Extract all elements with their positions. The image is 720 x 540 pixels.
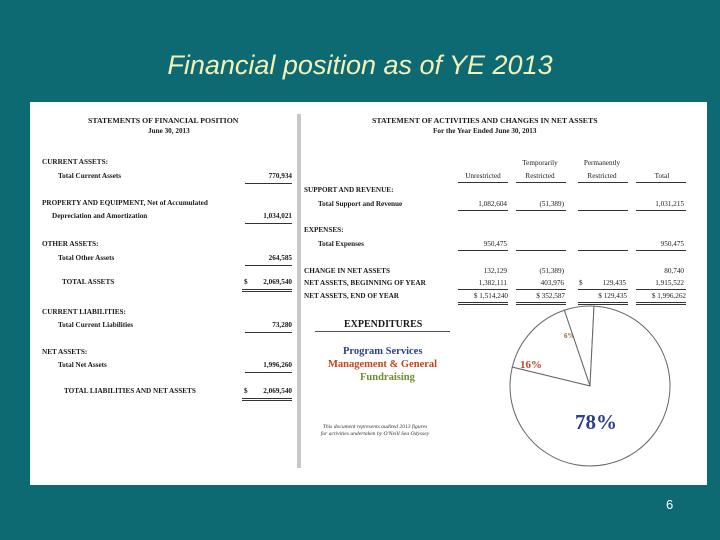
col-temp-top: Temporarily [522,159,558,167]
total-current-liabilities-label: Total Current Liabilities [58,321,134,329]
beginning-unrestricted: 1,382,111 [478,279,507,287]
total-other-assets-label: Total Other Assets [58,254,115,262]
total-liabilities-value: 2,069,540 [263,387,292,395]
end-total: $ 1,996,262 [651,292,686,300]
expenditures-pie-chart [500,302,680,475]
col-perm-top: Permanently [583,159,621,167]
expenses-unrestricted: 950,475 [483,240,507,248]
beginning-total: 1,915,522 [655,279,684,287]
beginning-label: NET ASSETS, BEGINNING OF YEAR [304,279,426,287]
page-number: 6 [666,497,674,512]
total-liabilities-label: TOTAL LIABILITIES AND NET ASSETS [64,387,196,395]
beginning-temp: 403,976 [540,279,564,287]
slide-title: Financial position as of YE 2013 [167,50,553,80]
end-temp: $ 352,587 [536,292,565,300]
position-title: STATEMENTS OF FINANCIAL POSITION [88,116,239,125]
expenditures-title: EXPENDITURES [344,319,423,330]
total-current-assets-value: 770,934 [268,172,292,180]
total-assets-currency: $ [244,278,248,286]
expenses-total: 950,475 [660,240,684,248]
change-temp: (51,389) [539,267,564,275]
end-perm: $ 129,435 [598,292,627,300]
expenses-label: EXPENSES: [304,226,344,234]
total-current-assets-label: Total Current Assets [58,172,122,180]
ppe-label: PROPERTY AND EQUIPMENT, Net of Accumulated [42,199,208,207]
support-total: 1,031,215 [655,200,684,208]
audit-note: This document represents audited 2013 figures for activities undertaken by O'Neill Sea Odyssey [320,424,430,437]
beginning-perm-currency: $ [579,279,583,287]
other-assets-label: OTHER ASSETS: [42,240,99,248]
pie-label-fundraising: 6% [564,332,575,340]
pie-label-program: 78% [575,410,617,434]
support-label: SUPPORT AND REVENUE: [304,186,394,194]
total-net-assets-value: 1,996,260 [263,361,292,369]
change-label: CHANGE IN NET ASSETS [304,267,390,275]
pie-label-management: 16% [520,359,542,371]
beginning-perm: 129,435 [602,279,626,287]
legend-fundraising: Fundraising [360,372,415,383]
change-unrestricted: 132,129 [483,267,507,275]
total-expenses-label: Total Expenses [318,240,364,248]
net-assets-label: NET ASSETS: [42,348,88,356]
total-net-assets-label: Total Net Assets [58,361,107,369]
col-total: Total [654,172,670,180]
support-temp: (51,389) [539,200,564,208]
col-perm-bottom: Restricted [587,172,617,180]
position-date: June 30, 2013 [148,127,190,135]
current-assets-label: CURRENT ASSETS: [42,158,108,166]
financial-document [30,102,707,485]
end-unrestricted: $ 1,514,240 [473,292,508,300]
col-unrestricted: Unrestricted [465,172,501,180]
total-assets-label: TOTAL ASSETS [62,278,115,286]
total-support-label: Total Support and Revenue [318,200,403,208]
page-divider [297,114,301,468]
total-assets-value: 2,069,540 [263,278,292,286]
legend-program-services: Program Services [343,346,423,357]
total-other-assets-value: 264,585 [268,254,292,262]
end-label: NET ASSETS, END OF YEAR [304,292,399,300]
support-unrestricted: 1,082,604 [478,200,507,208]
activities-title: STATEMENT OF ACTIVITIES AND CHANGES IN NET ASSETS [372,116,598,125]
depreciation-label: Depreciation and Amortization [52,212,148,220]
total-liabilities-currency: $ [244,387,248,395]
ppe-value: 1,034,021 [263,212,292,220]
current-liabilities-label: CURRENT LIABILITIES: [42,308,126,316]
legend-management-general: Management & General [328,359,438,370]
activities-period: For the Year Ended June 30, 2013 [433,127,537,135]
col-temp-bottom: Restricted [525,172,555,180]
change-total: 80,740 [664,267,684,275]
total-current-liabilities-value: 73,280 [272,321,292,329]
